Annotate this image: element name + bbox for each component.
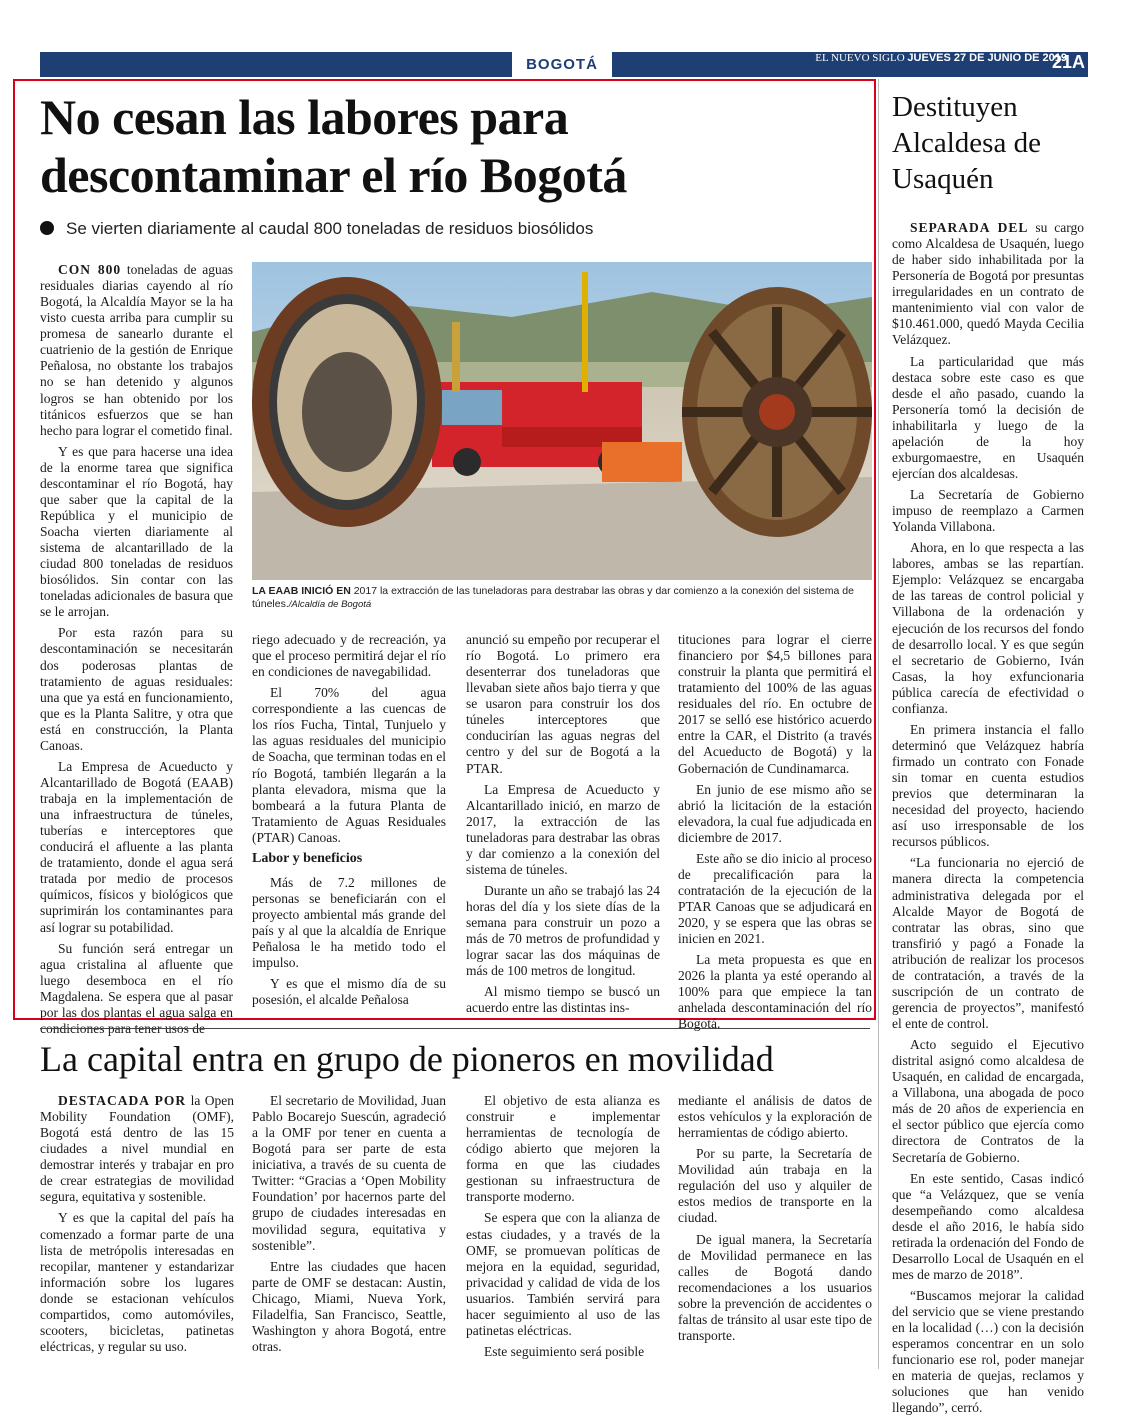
section-name: BOGOTÁ bbox=[512, 52, 612, 77]
paragraph-kicker: DESTACADA POR bbox=[58, 1093, 187, 1108]
page-number: 21A bbox=[1051, 52, 1085, 72]
paragraph bbox=[40, 262, 233, 439]
paragraph-text: En primera instancia el fallo determinó que Velázquez habría firmado un contrato con Fonade sin tomar en cuenta estudios previos que determinaran la necesidad del proyecto, haciendo así uso irresponsable de los recursos públicos. bbox=[892, 721, 1084, 850]
photo-caption bbox=[252, 585, 872, 611]
paragraph-text: la Open Mobility Foundation (OMF), Bogotá está dentro de las 15 ciudades a nivel mundial en demostrar interés y trabajar en pro de crear estrategias de movilidad segura, equitativa y sostenible. bbox=[40, 1093, 235, 1205]
article-divider bbox=[40, 1028, 870, 1029]
paragraph bbox=[466, 883, 660, 979]
paragraph bbox=[892, 855, 1084, 1032]
paragraph-text: En junio de ese mismo año se abrió la licitación de la estación elevadora, la cual fue adjudicada en diciembre de 2017. bbox=[678, 781, 872, 845]
paragraph bbox=[40, 1210, 234, 1355]
paragraph bbox=[466, 1344, 660, 1360]
paragraph bbox=[40, 625, 233, 754]
paragraph bbox=[892, 220, 1084, 349]
paragraph-text: riego adecuado y de recreación, ya que el proceso permitirá dejar el río en condiciones de navegabilidad. bbox=[252, 632, 446, 680]
paragraph bbox=[892, 354, 1084, 483]
paragraph bbox=[892, 1037, 1084, 1166]
paragraph-text: “La funcionaria no ejerció de manera directa la competencia administrativa delegada por el Alcalde Mayor de Bogotá de contratar las obras, sino que transfirió y pagó a Fonade la atribución de realizar los procesos de contratación, a través de la suscripción de un contrato de gerencia de proyectos”, manifestó el ente de control. bbox=[892, 855, 1084, 1031]
main-column-4 bbox=[678, 632, 872, 1038]
paragraph bbox=[678, 952, 872, 1032]
paragraph-text: Y es que para hacerse una idea de la enorme tarea que significa descontaminar el río Bogotá, hay que saber que la capital de la República y el municipio de Soacha vierten diariamente al sistema de alcantarillado de la ciudad 800 toneladas de residuos biosólidos. Sin contar con las toneladas adicionales de basura que se le arrojan. bbox=[40, 443, 233, 620]
paragraph-text: Por esta razón para su descontaminación se necesitarán dos poderosas plantas de tratamiento de aguas residuales: una que ya está en funcionamiento, que es la Planta Salitre, y otra que está en construcción, la Planta Canoas. bbox=[40, 625, 233, 753]
photo-credit: /Alcaldía de Bogotá bbox=[288, 599, 372, 611]
second-headline: La capital entra en grupo de pioneros en movilidad bbox=[40, 1039, 774, 1079]
paragraph-kicker: SEPARADA DEL bbox=[910, 220, 1029, 235]
paragraph-text: El objetivo de esta alianza es construir e implementar herramientas de tecnología de código abierto que mejoren la forma en que las ciudades gestionan su infraestructura de transporte moderno. bbox=[466, 1093, 660, 1205]
second-column-4 bbox=[678, 1093, 872, 1349]
paragraph-text: Y es que el mismo día de su posesión, el alcalde Peñalosa bbox=[252, 976, 446, 1008]
second-column-1 bbox=[40, 1093, 234, 1360]
paragraph-text: El secretario de Movilidad, Juan Pablo Bocarejo Suescún, agradeció a la OMF por tener en cuenta a Bogotá para ser parte de esta iniciativa, a través de su cuenta de Twitter: “Gracias a ‘Open Mobility Foundation’ por hacernos parte del grupo de ciudades interesadas en movilidad segura, equitativa y sostenible”. bbox=[252, 1093, 446, 1253]
paragraph bbox=[466, 1093, 660, 1205]
paragraph-text: anunció su empeño por recuperar el río Bogotá. Lo primero era desenterrar dos tuneladoras que llevaban siete años bajo tierra y que se usaron para construir los dos túneles interceptores que conducirían las aguas negras del centro y del sur de Bogotá a la PTAR. bbox=[466, 632, 660, 776]
paragraph bbox=[252, 1259, 446, 1355]
paragraph bbox=[466, 984, 660, 1016]
paragraph bbox=[466, 782, 660, 878]
paragraph bbox=[40, 941, 233, 1037]
paragraph bbox=[252, 875, 446, 971]
paragraph bbox=[466, 1210, 660, 1339]
paragraph bbox=[252, 976, 446, 1008]
paragraph bbox=[678, 1146, 872, 1226]
paragraph-text: Más de 7.2 millones de personas se beneficiarán con el proyecto ambiental más grande del país y al que la alcaldía de Enrique Peñalosa le ha metido todo el impulso. bbox=[252, 874, 446, 971]
paragraph bbox=[678, 1093, 872, 1141]
sidebar-rule bbox=[878, 79, 879, 1369]
paragraph-text: Este seguimiento será posible bbox=[484, 1343, 645, 1359]
paragraph-text: El 70% del agua correspondiente a las cuencas de los ríos Fucha, Tintal, Tunjuelo y las aguas residuales del municipio de Soacha, que terminan todas en el río Bogotá, también llegarán a la planta elevadora, misma que la bombeará a la futura Planta de Tratamiento de Aguas Residuales (PTAR) Canoas. bbox=[252, 685, 446, 845]
paragraph-text: Ahora, en lo que respecta a las labores, ambas se las repartían. Ejemplo: Velázquez se encargaba de las tareas de control policial y Villabona de la ordenación y ejecución de los recursos del fondo de desarrollo local. Y es que según el secretario de Gobierno, Iván Casas, la hoy exfuncionaria pública carecía de efectividad o confianza. bbox=[892, 540, 1084, 716]
paragraph-text: Se espera que con la alianza de estas ciudades, y a través de la OMF, se promuevan políticas de mejora en la equidad, seguridad, privacidad y calidad de vida de los usuarios. También servirá para hacer seguimiento al uso de las patinetas eléctricas. bbox=[466, 1210, 660, 1338]
caption-text: 2017 la extracción de las tuneladoras para destrabar las obras y dar comienzo a la conexión del sistema de túneles. bbox=[252, 585, 854, 611]
tunnel-boring-machines-photo bbox=[252, 262, 872, 580]
main-column-3 bbox=[466, 632, 660, 1021]
paragraph bbox=[40, 444, 233, 621]
paragraph-text: Este año se dio inicio al proceso de precalificación para la contratación de la ejecución de la PTAR Canoas que se adjudicará en 2020, y se espera que las obras se inicien en 2021. bbox=[678, 850, 872, 947]
paragraph bbox=[40, 759, 233, 936]
publication-date: JUEVES 27 DE JUNIO DE 2019 bbox=[907, 52, 1067, 64]
paragraph-text: La meta propuesta es que en 2026 la planta ya esté operando al 100% para que empiece la tan anhelada descontaminación del río Bogotá. bbox=[678, 952, 872, 1032]
paragraph-text: Y es que la capital del país ha comenzado a formar parte de una lista de metrópolis interesadas en recopilar, mantener y estandarizar información sobre los lugares donde se estacionan vehículos compartidos, como automóviles, scooters, bicicletas, patinetas eléctricas, y regular su uso. bbox=[40, 1210, 234, 1354]
sidebar-column bbox=[892, 220, 1084, 1422]
paragraph bbox=[678, 782, 872, 846]
main-subhead bbox=[40, 219, 593, 239]
paragraph bbox=[252, 632, 446, 680]
paragraph bbox=[892, 722, 1084, 851]
subheading: Labor y beneficios bbox=[252, 850, 363, 866]
paragraph-text: tituciones para lograr el cierre financiero por $4,5 billones para construir la planta que permitirá el tratamiento del 100% de las aguas residuales del río. En octubre de 2017 se selló ese histórico acuerdo entre la CAR, el Distrito (a través del Acueducto de Bogotá) y la Gobernación de Cundinamarca. bbox=[678, 632, 872, 776]
paragraph-text: En este sentido, Casas indicó que “a Velázquez, que se venía desempeñando como alcaldesa desde el año 2016, le había sido retirada la ordenación del Fondo de Desarrollo Local de Usaquén en el mes de marzo de 2018”. bbox=[892, 1170, 1084, 1282]
paragraph bbox=[466, 632, 660, 777]
paragraph-text: toneladas de aguas residuales diarias cayendo al río Bogotá, la Alcaldía Mayor se la ha visto cuesta arriba para cumplir su promesa de sanearlo durante el cuatrienio de la gestión de Enrique Peñalosa, no obstante los trabajos no se han detenido y algunos logros se han obtenido por los titánicos esfuerzos que se han hecho para lograr el cometido final. bbox=[40, 262, 233, 438]
paragraph-text: su cargo como Alcaldesa de Usaquén, luego de haber sido inhabilitada por la Personería de Bogotá por presuntas irregularidades en un contrato de mantenimiento vial con valor de $10.461.000, quedó Mayda Cecilia Velázquez. bbox=[892, 220, 1084, 348]
main-headline: No cesan las labores para descontaminar el río Bogotá bbox=[40, 89, 627, 203]
paragraph-text: La particularidad que más destaca sobre este caso es que desde el año pasado, cuando la Personería tomó la decisión de inhabilitarla y luego de la apelación de la hoy exburgomaestre, en Usaquén ejercían dos alcaldesas. bbox=[892, 353, 1084, 481]
paragraph-text: Al mismo tiempo se buscó un acuerdo entre las distintas ins- bbox=[466, 984, 660, 1016]
dateline bbox=[815, 52, 1067, 77]
paragraph-text: La Secretaría de Gobierno impuso de reemplazo a Carmen Yolanda Villabona. bbox=[892, 487, 1084, 535]
second-column-2 bbox=[252, 1093, 446, 1360]
paragraph bbox=[892, 1171, 1084, 1283]
paragraph-text: Su función será entregar un agua cristalina al afluente que luego desemboca en el río Magdalena. Se espera que al pasar por las dos plantas el agua salga en condiciones para tener usos de bbox=[40, 940, 233, 1036]
caption-lead: LA EAAB INICIÓ EN bbox=[252, 585, 351, 597]
paragraph bbox=[892, 540, 1084, 717]
paragraph-text: La Empresa de Acueducto y Alcantarillado de Bogotá (EAAB) trabaja en la implementación de una infraestructura de túneles, tuberías e interceptores que conducirá el afluente a las planta de tratamiento, donde el agua será tratada por medio de procesos químicos, físicos y biológicos que suprimirán los contaminantes para así lograr su potabilidad. bbox=[40, 758, 233, 935]
photo-illustration bbox=[252, 262, 872, 580]
paragraph-text: La Empresa de Acueducto y Alcantarillado inició, en marzo de 2017, la extracción de las tuneladoras para destrabar las obras y dar comienzo a la conexión del sistema de túneles. bbox=[466, 781, 660, 877]
paragraph-text: mediante el análisis de datos de estos vehículos y la exploración de herramientas de código abierto. bbox=[678, 1093, 872, 1141]
paragraph bbox=[892, 1288, 1084, 1417]
paragraph bbox=[40, 1093, 234, 1205]
paragraph bbox=[252, 685, 446, 846]
sidebar-headline: Destituyen Alcaldesa de Usaquén bbox=[892, 91, 1041, 195]
paragraph bbox=[252, 1093, 446, 1254]
paragraph bbox=[678, 632, 872, 777]
main-column-1 bbox=[40, 262, 233, 1042]
paragraph-text: De igual manera, la Secretaría de Movilidad permanece en las calles de Bogotá dando recomendaciones a los usuarios sobre la prevención de accidentes o faltas de tránsito al usar este tipo de transporte. bbox=[678, 1231, 872, 1343]
second-column-3 bbox=[466, 1093, 660, 1365]
paragraph-text: Acto seguido el Ejecutivo distrital asignó como alcaldesa de Usaquén, en calidad de encargada, a Villabona, una abogada de poco más de 20 años de experiencia en el sector público que ejercía como directora de Contratos de la Secretaría de Gobierno. bbox=[892, 1037, 1084, 1165]
subhead-text: Se vierten diariamente al caudal 800 toneladas de residuos biosólidos bbox=[66, 219, 594, 238]
bullet-icon bbox=[40, 221, 54, 235]
paragraph-text: “Buscamos mejorar la calidad del servicio que se viene prestando en la localidad (…) con la decisión esperamos concentrar en un solo funcionario ese rol, poder manejar en materia de quejas, reclamos y soluciones que han venido llegando”, cerró. bbox=[892, 1288, 1084, 1416]
paragraph-text: Durante un año se trabajó las 24 horas del día y los siete días de la semana para construir un pozo a más de 70 metros de profundidad y lograr sacar las dos máquinas de más de 100 metros de longitud. bbox=[466, 882, 660, 979]
paragraph bbox=[678, 1232, 872, 1344]
newspaper-name: EL NUEVO SIGLO bbox=[815, 52, 905, 64]
paragraph-text: Por su parte, la Secretaría de Movilidad aún trabaja en la regulación del uso y alquiler de estos medios de transporte en la ciudad. bbox=[678, 1146, 872, 1226]
paragraph bbox=[678, 851, 872, 947]
main-column-2 bbox=[252, 632, 446, 1013]
paragraph-text: Entre las ciudades que hacen parte de OMF se destacan: Austin, Chicago, Miami, Nueva York, Filadelfia, San Francisco, Seattle, Washington y ahora Bogotá, entre otras. bbox=[252, 1258, 446, 1354]
paragraph bbox=[892, 487, 1084, 535]
paragraph-kicker: CON 800 bbox=[58, 262, 122, 277]
